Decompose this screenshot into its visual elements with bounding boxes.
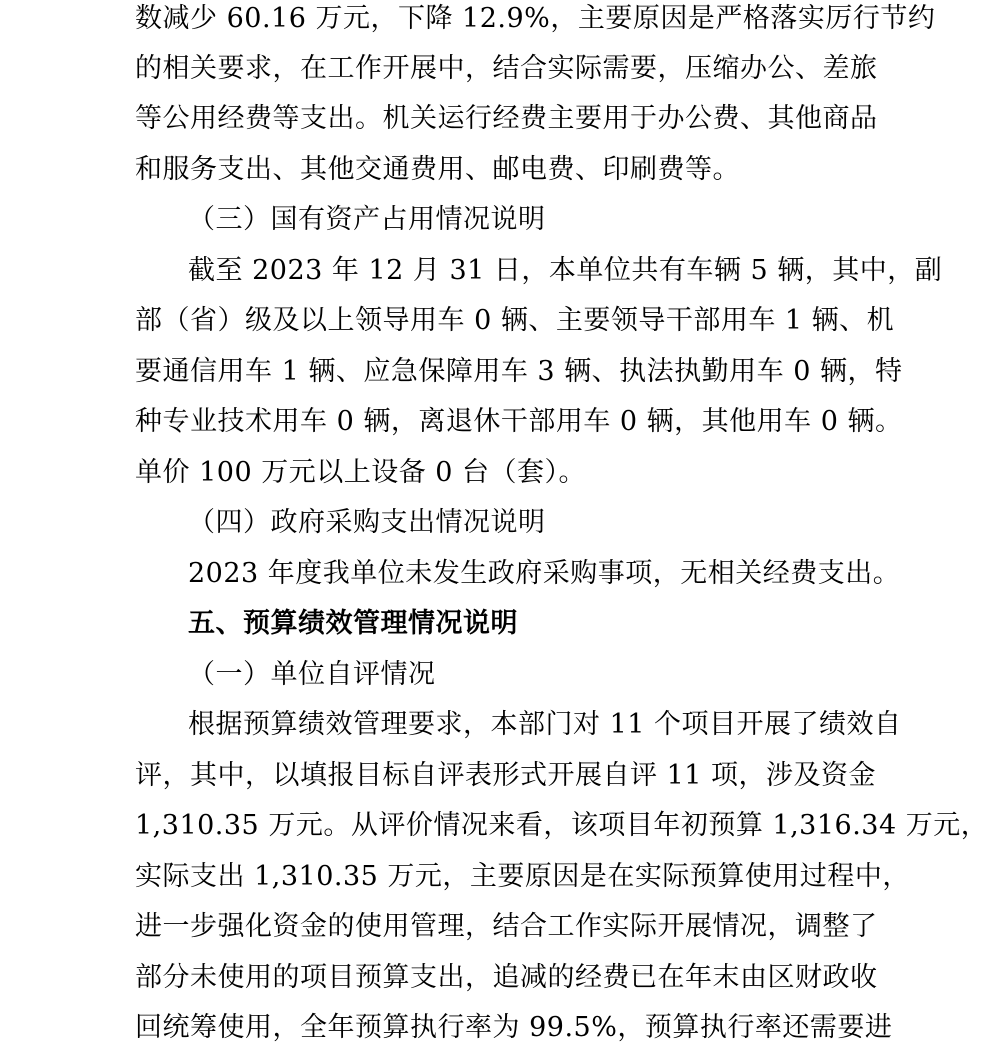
body-line-3: 等公用经费等支出。机关运行经费主要用于办公费、其他商品 (135, 103, 878, 134)
subsection-heading-5-1: （一）单位自评情况 (188, 659, 436, 690)
body-line-4: 和服务支出、其他交通费用、邮电费、印刷费等。 (135, 154, 740, 185)
body-line-9: 种专业技术用车 0 辆，离退休干部用车 0 辆，其他用车 0 辆。 (135, 406, 903, 437)
body-line-21: 回统筹使用，全年预算执行率为 99.5%，预算执行率还需要进 (135, 1012, 893, 1043)
body-line-20: 部分未使用的项目预算支出，追减的经费已在年末由区财政收 (135, 962, 878, 993)
body-line-12: 2023 年度我单位未发生政府采购事项，无相关经费支出。 (188, 558, 901, 589)
body-line-1: 数减少 60.16 万元，下降 12.9%，主要原因是严格落实厉行节约 (135, 3, 936, 34)
body-line-2: 的相关要求，在工作开展中，结合实际需要，压缩办公、差旅 (135, 53, 878, 84)
body-line-17: 1,310.35 万元。从评价情况来看，该项目年初预算 1,316.34 万元， (135, 810, 989, 841)
subsection-heading-3: （三）国有资产占用情况说明 (188, 204, 546, 235)
body-line-10: 单价 100 万元以上设备 0 台（套）。 (135, 457, 587, 488)
body-line-6: 截至 2023 年 12 月 31 日，本单位共有车辆 5 辆，其中，副 (188, 255, 943, 286)
body-line-8: 要通信用车 1 辆、应急保障用车 3 辆、执法执勤用车 0 辆，特 (135, 356, 903, 387)
body-line-19: 进一步强化资金的使用管理，结合工作实际开展情况，调整了 (135, 911, 878, 942)
body-line-16: 评，其中，以填报目标自评表形式开展自评 11 项，涉及资金 (135, 760, 877, 791)
body-line-7: 部（省）级及以上领导用车 0 辆、主要领导干部用车 1 辆、机 (135, 305, 895, 336)
body-line-15: 根据预算绩效管理要求，本部门对 11 个项目开展了绩效自 (188, 709, 902, 740)
subsection-heading-4: （四）政府采购支出情况说明 (188, 507, 546, 538)
section-heading-5: 五、预算绩效管理情况说明 (188, 608, 518, 639)
body-line-18: 实际支出 1,310.35 万元，主要原因是在实际预算使用过程中， (135, 861, 910, 892)
